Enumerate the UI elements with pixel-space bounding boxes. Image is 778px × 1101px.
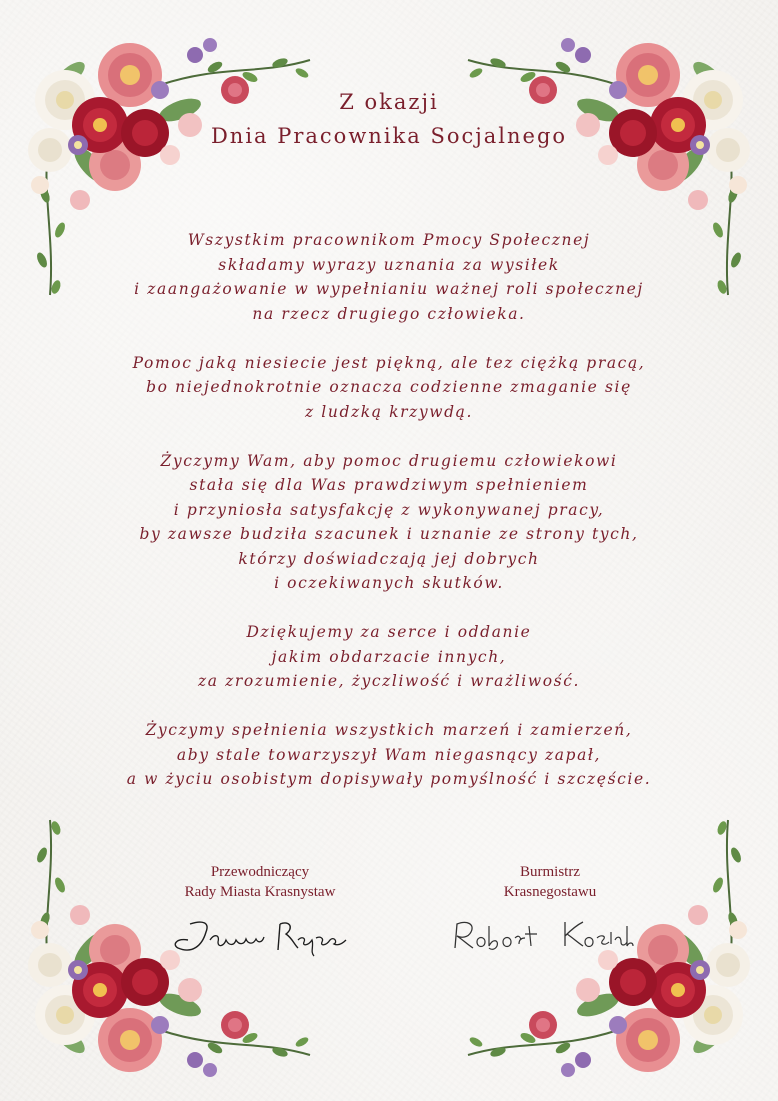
- paragraph: [60, 620, 718, 694]
- text-line: i oczekiwanych skutków.: [274, 574, 504, 592]
- text-line: by zawsze budziła szacunek i uznanie ze strony tych,: [139, 525, 639, 543]
- text-line: Wszystkim pracownikom Pmocy Społecznej: [187, 231, 591, 249]
- paragraph: [60, 718, 718, 792]
- text-line: Pomoc jaką niesiecie jest piękną, ale tez ciężką pracą,: [132, 353, 646, 372]
- signatory-left: [150, 862, 370, 902]
- title-line-2: Dnia Pracownika Socjalnego: [210, 124, 568, 148]
- text-line: za zrozumienie, życzliwość i wrażliwość.: [197, 672, 581, 690]
- paragraph: [60, 351, 718, 425]
- text-line: aby stale towarzyszył Wam niegasnący zapał,: [176, 745, 602, 764]
- text-line: Dziękujemy za serce i oddanie: [246, 623, 532, 641]
- signatory-role: Burmistrz: [520, 864, 580, 880]
- text-line: składamy wyrazy uznania za wysiłek: [218, 255, 560, 274]
- signatory-organization: Rady Miasta Krasnystaw: [184, 884, 336, 900]
- text-line: stała się dla Was prawdziwym spełnieniem: [189, 476, 589, 494]
- signature-left: [170, 912, 355, 966]
- text-line: a w życiu osobistym dopisywały pomyślność i szczęście.: [126, 770, 652, 788]
- text-line: z ludzką krzywdą.: [305, 402, 473, 421]
- paragraph: [60, 449, 718, 596]
- text-line: bo niejednokrotnie oznacza codzienne zmaganie się: [146, 378, 632, 396]
- text-line: Życzymy Wam, aby pomoc drugiemu człowiekowi: [160, 451, 618, 470]
- text-line: jakim obdarzacie innych,: [271, 647, 507, 666]
- title-line-1: Z okazji: [339, 90, 439, 114]
- text-line: którzy doświadczają jej dobrych: [238, 549, 540, 568]
- signatory-role: Przewodniczący: [210, 864, 310, 880]
- signatory-right: [450, 862, 650, 902]
- signatory-organization: Krasnegostawu: [503, 884, 597, 900]
- text-line: na rzecz drugiego człowieka.: [252, 304, 526, 323]
- signature-right: [445, 912, 635, 962]
- text-line: i przyniosła satysfakcję z wykonywanej pracy,: [173, 500, 605, 519]
- text-line: i zaangażowanie w wypełnianiu ważnej roli społecznej: [134, 280, 644, 298]
- paragraph: [60, 228, 718, 326]
- text-line: Życzymy spełnienia wszystkich marzeń i zamierzeń,: [145, 721, 633, 739]
- greeting-body: [60, 228, 718, 816]
